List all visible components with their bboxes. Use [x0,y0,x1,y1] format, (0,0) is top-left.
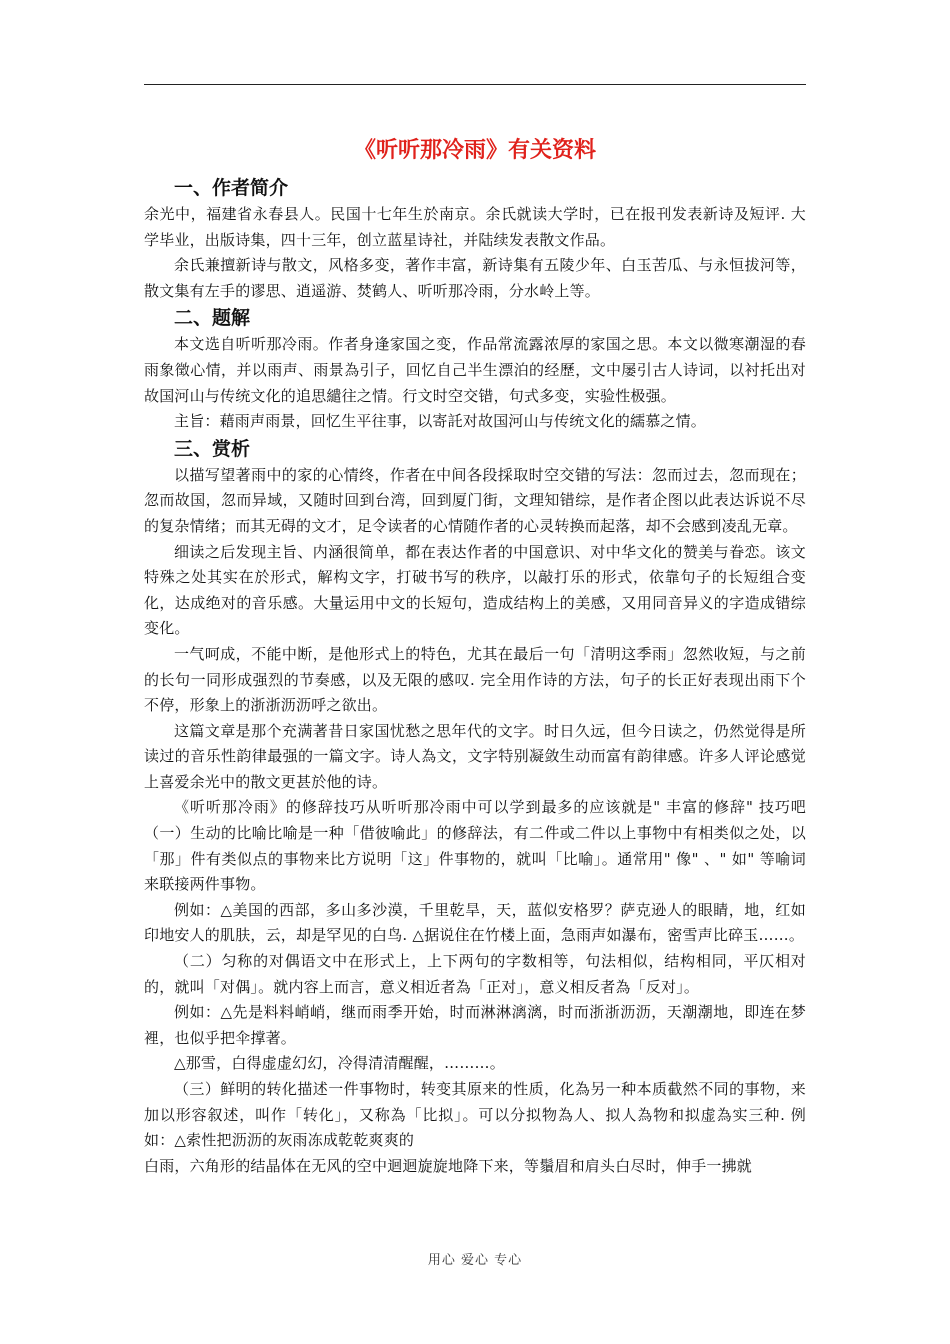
paragraph: （二）匀称的对偶语文中在形式上，上下两句的字数相等，句法相似，结构相同，平仄相对的，就叫「对偶」。就内容上而言，意义相近者為「正对」，意义相反者為「反对」。 [144,952,806,996]
section-heading-explanation: 二、题解 [174,307,251,330]
paragraph: 余光中，福建省永春县人。民国十七年生於南京。余氏就读大学时，已在报刊发表新诗及短评. 大学毕业，出版诗集，四十三年，创立蓝星诗社，并陆续发表散文作品。 [144,205,806,249]
paragraph: 本文选自听听那冷雨。作者身逢家国之变，作品常流露浓厚的家国之思。本文以微寒潮湿的春雨象徵心情，并以雨声、雨景為引子，回忆自己半生漂泊的经歷，文中屡引古人诗词，以衬托出对故国河山与传统文化的追思繾往之情。行文时空交错，句式多变，实验性极强。 [144,335,806,405]
header-rule [144,84,806,85]
section-heading-author: 一、作者简介 [174,177,289,199]
paragraph: 《听听那冷雨》的修辞技巧从听听那冷雨中可以学到最多的应该就是" 丰富的修辞" 技巧吧（一）生动的比喻比喻是一种「借彼喻此」的修辞法，有二件或二件以上事物中有相类似之处，以「那」件有类似点的事物来比方说明「这」件事物的，就叫「比喻」。通常用" 像" 、" 如" 等喻词来联接两件事物。 [144,798,806,894]
paragraph: 细读之后发现主旨、内涵很简单，都在表达作者的中国意识、对中华文化的赞美与眷恋。该文特殊之处其实在於形式，解构文字，打破书写的秩序，以敲打乐的形式，依靠句子的长短组合变化，达成绝对的音乐感。大量运用中文的长短句，造成结构上的美感，又用同音异义的字造成错综变化。 [144,542,806,638]
paragraph: 这篇文章是那个充满著昔日家国忧愁之思年代的文字。时日久远，但今日读之，仍然觉得是所读过的音乐性韵律最强的一篇文字。诗人為文，文字特别凝敛生动而富有韵律感。许多人评论感觉上喜爱余光中的散文更甚於他的诗。 [144,721,806,791]
paragraph: △那雪，白得虚虚幻幻，冷得清清醒醒，………。 [174,1054,505,1073]
paragraph: 例如：△美国的西部，多山多沙漠，千里乾旱，天，蓝似安格罗？萨克逊人的眼睛，地，红如印地安人的肌肤，云，却是罕见的白鸟. △据说住在竹楼上面，急雨声如瀑布，密雪声比碎玉……。 [144,900,806,945]
paragraph: 以描写望著雨中的家的心情终，作者在中间各段採取时空交错的写法：忽而过去，忽而现在；忽而故国，忽而异域，又随时回到台湾，回到厦门街，文理知错综，是作者企图以此表达诉说不尽的复杂情绪；而其无碍的文才，足令读者的心情随作者的心灵转换而起落，却不会感到凌乱无章。 [144,465,806,535]
paragraph: 一气呵成，不能中断，是他形式上的特色，尤其在最后一句「清明这季雨」忽然收短，与之前的长句一同形成强烈的节奏感，以及无限的感叹. 完全用作诗的方法，句子的长正好表现出雨下个不停，形象上的浙浙沥沥呼之欲出。 [144,644,806,715]
paragraph: 白雨，六角形的结晶体在无风的空中迴迴旋旋地降下来，等鬚眉和肩头白尽时，伸手一拂就 [144,1156,753,1175]
document-body [144,174,806,1179]
paragraph: 主旨：藉雨声雨景，回忆生平往事，以寄託对故国河山与传统文化的繻慕之情。 [174,412,707,431]
section-heading-appreciation: 三、赏析 [174,437,251,460]
page-title: 《听听那冷雨》有关资料 [353,138,596,163]
paragraph: （三）鲜明的转化描述一件事物时，转变其原来的性质，化為另一种本质截然不同的事物，来加以形容叙述，叫作「转化」，又称為「比拟」。可以分拟物為人、拟人為物和拟虚為实三种. 例如：△索性把沥沥的灰雨冻成乾乾爽爽的 [144,1080,806,1150]
page-footer: 用心 爱心 专心 [427,1253,523,1268]
paragraph: 余氏兼擅新诗与散文，风格多变，著作丰富，新诗集有五陵少年、白玉苦瓜、与永恒拔河等，散文集有左手的谬思、逍遥游、焚鹤人、听听那冷雨，分水岭上等。 [144,256,806,300]
paragraph: 例如：△先是料料峭峭，继而雨季开始，时而淋淋漓漓，时而浙浙沥沥，天潮潮地，即连在梦裡，也似乎把伞撑著。 [144,1003,806,1047]
